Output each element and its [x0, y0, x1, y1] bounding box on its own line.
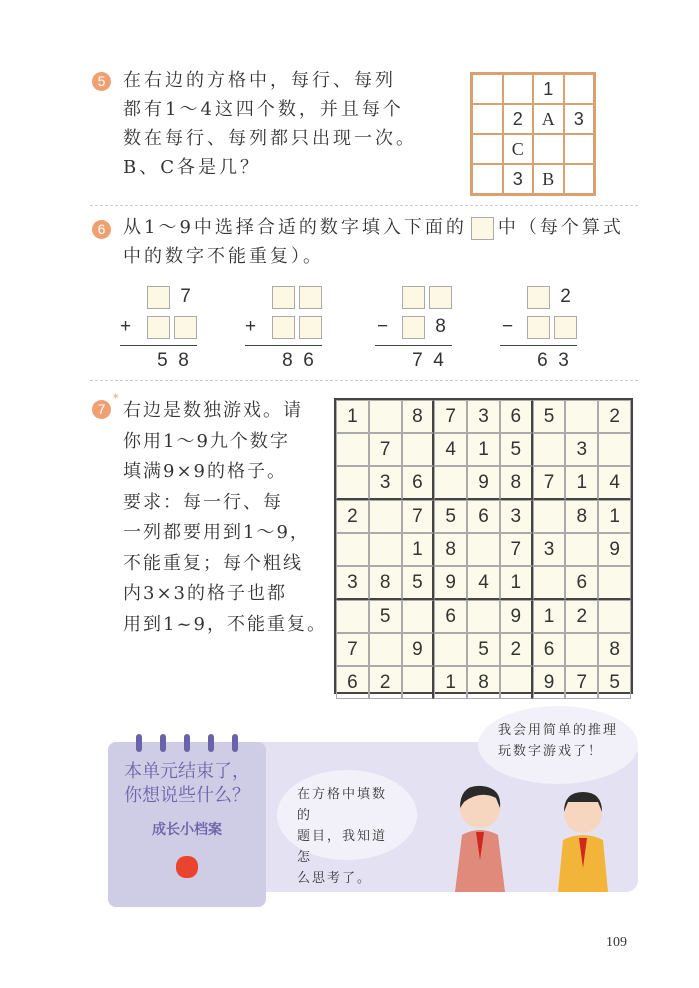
digit: 7 — [180, 286, 191, 307]
operator: − — [502, 316, 514, 337]
growth-notebook — [108, 742, 266, 907]
problem-7-text — [123, 396, 327, 640]
grid-cell: B — [533, 164, 564, 194]
sudoku-cell: 1 — [434, 666, 467, 699]
sudoku-cell: 1 — [336, 400, 369, 433]
sudoku-cell: 5 — [500, 433, 533, 466]
sudoku-cell — [598, 600, 631, 633]
boy-speech-bubble — [478, 706, 638, 784]
girl-speech-bubble — [277, 770, 417, 886]
sum-line — [245, 345, 322, 346]
sudoku-cell: 8 — [598, 633, 631, 666]
sudoku-cell — [533, 433, 566, 466]
sudoku-cell: 7 — [434, 400, 467, 433]
equation — [120, 282, 200, 372]
operator: + — [120, 316, 132, 337]
operator: − — [377, 316, 389, 337]
sudoku-cell: 6 — [565, 566, 598, 600]
answer-box[interactable] — [272, 316, 295, 339]
answer-box[interactable] — [299, 316, 322, 339]
sudoku-cell: 8 — [500, 466, 533, 500]
page-number: 109 — [606, 935, 627, 950]
sudoku-cell: 9 — [598, 533, 631, 566]
grid-cell — [472, 104, 503, 134]
sudoku-cell: 5 — [369, 600, 402, 633]
answer-box[interactable] — [527, 316, 550, 339]
sudoku-cell: 8 — [402, 400, 435, 433]
sum-line — [500, 345, 577, 346]
sudoku-cell: 1 — [565, 466, 598, 500]
sudoku-cell: 3 — [500, 500, 533, 533]
result: 6 3 — [537, 350, 569, 371]
digit: 8 — [435, 316, 446, 337]
line: 一列都要用到1～9， — [123, 522, 310, 543]
sudoku-cell — [336, 600, 369, 633]
sudoku-cell — [336, 533, 369, 566]
answer-box[interactable] — [402, 286, 425, 309]
line: 数在每行、每列都只出现一次。 — [123, 128, 417, 149]
binder-rings — [108, 734, 266, 752]
sudoku-cell: 9 — [434, 566, 467, 600]
answer-box[interactable] — [174, 316, 197, 339]
sudoku-cell — [434, 466, 467, 500]
sudoku-cell: 8 — [369, 566, 402, 600]
answer-box[interactable] — [554, 316, 577, 339]
sudoku-cell: 3 — [533, 533, 566, 566]
grid-cell — [533, 134, 564, 164]
sudoku-cell — [336, 466, 369, 500]
sudoku-cell: 2 — [500, 633, 533, 666]
line: 不能重复；每个粗线 — [123, 552, 303, 574]
sudoku-cell: 1 — [533, 600, 566, 633]
sudoku-cell: 6 — [402, 466, 435, 500]
children-illustration — [430, 780, 630, 892]
line: 你用1～9九个数字 — [123, 430, 290, 452]
sudoku-cell — [533, 566, 566, 600]
sudoku-cell: 1 — [467, 433, 500, 466]
sudoku-cell — [598, 433, 631, 466]
sudoku-cell: 6 — [467, 500, 500, 533]
sudoku-cell: 1 — [598, 500, 631, 533]
line: 题目，我知道怎 — [297, 829, 388, 865]
sudoku-cell: 5 — [467, 633, 500, 666]
sudoku-cell: 6 — [533, 633, 566, 666]
sudoku-cell — [565, 633, 598, 666]
line: 用到1~9，不能重复。 — [123, 613, 327, 635]
review-title: 你想说些什么？ — [124, 785, 250, 806]
operator: + — [245, 316, 257, 337]
sudoku-cell: 2 — [565, 600, 598, 633]
sudoku-cell: 3 — [467, 400, 500, 433]
sudoku-cell: 2 — [369, 666, 402, 699]
sudoku-cell: 7 — [402, 500, 435, 533]
line: 都有1～4这四个数，并且每个 — [123, 99, 404, 120]
grid-cell — [472, 164, 503, 194]
sudoku-cell — [369, 500, 402, 533]
sudoku-cell: 2 — [598, 400, 631, 433]
sudoku-cell: 4 — [467, 566, 500, 600]
sudoku-cell: 2 — [336, 500, 369, 533]
sudoku-cell: 8 — [467, 666, 500, 699]
sudoku-cell: 5 — [533, 400, 566, 433]
sudoku-cell: 7 — [336, 633, 369, 666]
sudoku-cell: 1 — [402, 533, 435, 566]
sudoku-cell: 3 — [565, 433, 598, 466]
grid-cell: 3 — [564, 104, 595, 134]
answer-box[interactable] — [402, 316, 425, 339]
line: 在右边的方格中，每行、每列 — [123, 70, 396, 91]
answer-box-sample — [471, 217, 494, 240]
sudoku-cell: 4 — [598, 466, 631, 500]
sudoku-cell: 5 — [434, 500, 467, 533]
line: B、C各是几？ — [123, 157, 261, 178]
sudoku-cell — [467, 600, 500, 633]
sudoku-cell: 5 — [402, 566, 435, 600]
sudoku-cell — [533, 500, 566, 533]
digit: 2 — [560, 286, 571, 307]
review-title: 本单元结束了， — [124, 761, 250, 782]
grid-cell — [564, 74, 595, 104]
sudoku-cell — [336, 433, 369, 466]
grid-cell — [503, 74, 534, 104]
sudoku-cell: 1 — [500, 566, 533, 600]
sudoku-cell — [500, 666, 533, 699]
sum-line — [375, 345, 452, 346]
latin-square-grid — [470, 72, 596, 196]
sudoku-cell: 7 — [369, 433, 402, 466]
sudoku-cell — [565, 400, 598, 433]
problem-5-text — [123, 66, 417, 182]
grid-cell: 3 — [503, 164, 534, 194]
sudoku-cell — [434, 633, 467, 666]
grid-cell — [472, 74, 503, 104]
divider — [90, 380, 638, 381]
grid-cell: 1 — [533, 74, 564, 104]
sum-line — [120, 345, 197, 346]
answer-box[interactable] — [147, 316, 170, 339]
sudoku-cell — [565, 533, 598, 566]
sudoku-cell: 6 — [434, 600, 467, 633]
flower-icon — [176, 856, 198, 878]
sudoku-cell — [402, 600, 435, 633]
sudoku-cell: 3 — [369, 466, 402, 500]
line: 要求：每一行、每 — [123, 491, 283, 513]
sudoku-cell: 7 — [533, 466, 566, 500]
problem-5-number: 5 — [92, 72, 111, 91]
sudoku-cell: 5 — [598, 666, 631, 699]
answer-box[interactable] — [429, 286, 452, 309]
sudoku-cell — [369, 400, 402, 433]
line: 中的数字不能重复）。 — [123, 246, 324, 267]
grid-cell: C — [503, 134, 534, 164]
grid-cell: 2 — [503, 104, 534, 134]
equation — [375, 282, 455, 372]
answer-box[interactable] — [147, 286, 170, 309]
equation — [245, 282, 325, 372]
sudoku-cell: 8 — [434, 533, 467, 566]
result: 7 4 — [412, 350, 444, 371]
sudoku-cell: 7 — [500, 533, 533, 566]
grid-cell — [564, 134, 595, 164]
answer-box[interactable] — [299, 286, 322, 309]
answer-box[interactable] — [272, 286, 295, 309]
sudoku-cell: 9 — [402, 633, 435, 666]
grid-cell — [564, 164, 595, 194]
sudoku-cell: 4 — [434, 433, 467, 466]
line: 在方格中填数的 — [297, 787, 388, 823]
sudoku-cell — [402, 666, 435, 699]
sudoku-cell — [369, 633, 402, 666]
problem-7-number: 7 — [92, 400, 111, 419]
line: 我会用简单的推理 — [498, 723, 619, 738]
sudoku-cell: 9 — [467, 466, 500, 500]
sudoku-grid — [334, 398, 633, 694]
result: 8 6 — [282, 350, 314, 371]
result: 5 8 — [157, 350, 189, 371]
sudoku-cell: 6 — [336, 666, 369, 699]
sudoku-cell — [369, 533, 402, 566]
grid-cell: A — [533, 104, 564, 134]
line: 玩数字游戏了！ — [498, 744, 604, 759]
line: 么思考了。 — [297, 871, 373, 886]
grid-cell — [472, 134, 503, 164]
divider — [90, 205, 638, 206]
line: 从1～9中选择合适的数字填入下面的 — [123, 217, 467, 238]
sudoku-cell: 8 — [565, 500, 598, 533]
sudoku-cell — [467, 533, 500, 566]
answer-box[interactable] — [527, 286, 550, 309]
sudoku-cell: 9 — [533, 666, 566, 699]
sudoku-cell: 9 — [500, 600, 533, 633]
problem-6-number: 6 — [92, 220, 111, 239]
equation — [500, 282, 580, 372]
line: 内3×3的格子也都 — [123, 583, 287, 604]
review-subtitle: 成长小档案 — [152, 822, 222, 838]
sudoku-cell: 7 — [565, 666, 598, 699]
line: 右边是数独游戏。请 — [123, 400, 303, 421]
sudoku-cell — [598, 566, 631, 600]
line: 填满9×9的格子。 — [123, 461, 287, 482]
sudoku-cell: 6 — [500, 400, 533, 433]
problem-6-text — [123, 213, 624, 271]
line: 中（每个算式 — [497, 217, 624, 238]
sudoku-cell — [402, 433, 435, 466]
sudoku-cell: 3 — [336, 566, 369, 600]
optional-star: * — [113, 392, 119, 405]
